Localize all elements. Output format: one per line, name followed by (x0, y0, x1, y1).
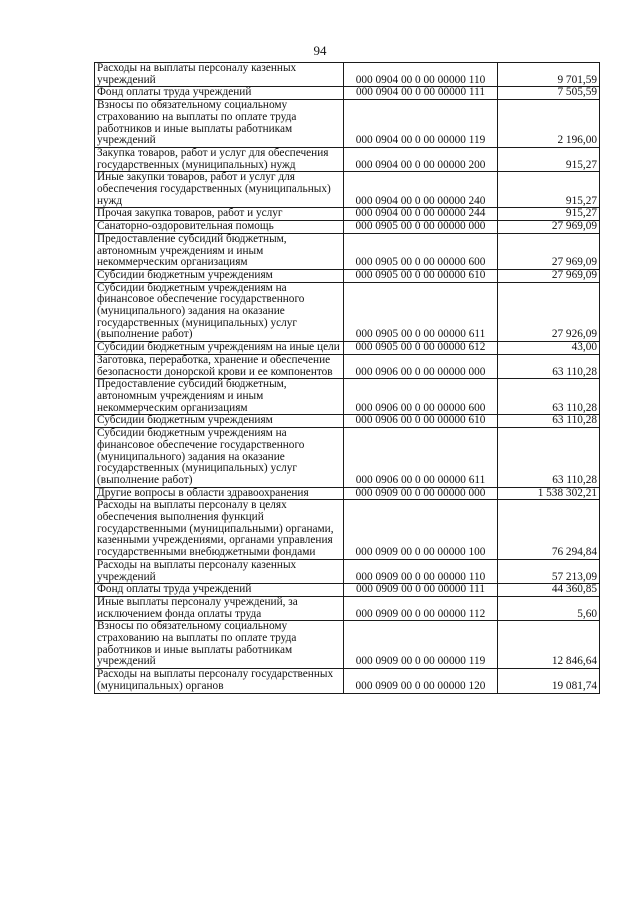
expense-name: Субсидии бюджетным учреждениям на финансовое обеспечение государственного (муниципального) задания на оказание государственных (муниципальных) услуг (выполнение работ) (95, 282, 344, 342)
table-row (95, 269, 600, 282)
amount: 27 969,09 (498, 233, 600, 269)
table-row (95, 342, 600, 355)
amount: 63 110,28 (498, 354, 600, 378)
budget-table-body (95, 63, 600, 694)
table-row (95, 63, 600, 87)
budget-code: 000 0904 00 0 00 00000 200 (344, 147, 498, 171)
expense-name: Расходы на выплаты персоналу казенных учреждений (95, 559, 344, 583)
budget-code: 000 0904 00 0 00 00000 244 (344, 208, 498, 221)
budget-code: 000 0906 00 0 00 00000 600 (344, 379, 498, 415)
table-row (95, 172, 600, 208)
table-row (95, 500, 600, 560)
table-row (95, 147, 600, 171)
budget-code: 000 0909 00 0 00 00000 120 (344, 669, 498, 693)
expense-name: Субсидии бюджетным учреждениям (95, 415, 344, 428)
amount: 12 846,64 (498, 621, 600, 669)
budget-code: 000 0904 00 0 00 00000 111 (344, 87, 498, 100)
table-row (95, 428, 600, 488)
table-row (95, 233, 600, 269)
expense-name: Заготовка, переработка, хранение и обеспечение безопасности донорской крови и ее компонентов (95, 354, 344, 378)
amount: 27 969,09 (498, 269, 600, 282)
budget-code: 000 0909 00 0 00 00000 110 (344, 559, 498, 583)
table-row (95, 100, 600, 148)
amount: 1 538 302,21 (498, 487, 600, 500)
table-row (95, 596, 600, 620)
table-row (95, 559, 600, 583)
amount: 7 505,59 (498, 87, 600, 100)
page-number: 94 (313, 43, 327, 58)
table-row (95, 87, 600, 100)
expense-name: Иные выплаты персоналу учреждений, за исключением фонда оплаты труда (95, 596, 344, 620)
budget-code: 000 0904 00 0 00 00000 110 (344, 63, 498, 87)
table-row (95, 415, 600, 428)
expense-name: Взносы по обязательному социальному страхованию на выплаты по оплате труда работников и иные выплаты работникам учреждений (95, 621, 344, 669)
expense-name: Расходы на выплаты персоналу государственных (муниципальных) органов (95, 669, 344, 693)
budget-code: 000 0909 00 0 00 00000 000 (344, 487, 498, 500)
amount: 63 110,28 (498, 415, 600, 428)
amount: 44 360,85 (498, 584, 600, 597)
budget-code: 000 0904 00 0 00 00000 240 (344, 172, 498, 208)
budget-code: 000 0905 00 0 00 00000 610 (344, 269, 498, 282)
table-row (95, 379, 600, 415)
expense-name: Фонд оплаты труда учреждений (95, 87, 344, 100)
amount: 43,00 (498, 342, 600, 355)
budget-code: 000 0905 00 0 00 00000 600 (344, 233, 498, 269)
expense-name: Расходы на выплаты персоналу казенных учреждений (95, 63, 344, 87)
budget-code: 000 0904 00 0 00 00000 119 (344, 100, 498, 148)
amount: 57 213,09 (498, 559, 600, 583)
table-row (95, 282, 600, 342)
expense-name: Прочая закупка товаров, работ и услуг (95, 208, 344, 221)
expense-name: Иные закупки товаров, работ и услуг для обеспечения государственных (муниципальных) нужд (95, 172, 344, 208)
amount: 63 110,28 (498, 428, 600, 488)
table-row (95, 487, 600, 500)
amount: 63 110,28 (498, 379, 600, 415)
expense-name: Закупка товаров, работ и услуг для обеспечения государственных (муниципальных) нужд (95, 147, 344, 171)
table-row (95, 221, 600, 234)
table-row (95, 354, 600, 378)
budget-code: 000 0909 00 0 00 00000 112 (344, 596, 498, 620)
table-row (95, 621, 600, 669)
table-row (95, 208, 600, 221)
expense-name: Предоставление субсидий бюджетным, автономным учреждениям и иным некоммерческим организациям (95, 233, 344, 269)
expense-name: Расходы на выплаты персоналу в целях обеспечения выполнения функций государственными (муниципальными) органами, казенными учреждениями, органами управления государственными внебюджетными фондами (95, 500, 344, 560)
expense-name: Субсидии бюджетным учреждениям на иные цели (95, 342, 344, 355)
amount: 915,27 (498, 147, 600, 171)
amount: 9 701,59 (498, 63, 600, 87)
budget-table (94, 62, 600, 694)
amount: 27 926,09 (498, 282, 600, 342)
amount: 27 969,09 (498, 221, 600, 234)
budget-code: 000 0909 00 0 00 00000 111 (344, 584, 498, 597)
budget-code: 000 0909 00 0 00 00000 100 (344, 500, 498, 560)
amount: 76 294,84 (498, 500, 600, 560)
expense-name: Взносы по обязательному социальному страхованию на выплаты по оплате труда работников и иные выплаты работникам учреждений (95, 100, 344, 148)
expense-name: Субсидии бюджетным учреждениям на финансовое обеспечение государственного (муниципального) задания на оказание государственных (муниципальных) услуг (выполнение работ) (95, 428, 344, 488)
budget-code: 000 0905 00 0 00 00000 612 (344, 342, 498, 355)
table-row (95, 669, 600, 693)
expense-name: Субсидии бюджетным учреждениям (95, 269, 344, 282)
amount: 915,27 (498, 172, 600, 208)
budget-code: 000 0909 00 0 00 00000 119 (344, 621, 498, 669)
budget-code: 000 0905 00 0 00 00000 000 (344, 221, 498, 234)
expense-name: Фонд оплаты труда учреждений (95, 584, 344, 597)
budget-code: 000 0906 00 0 00 00000 610 (344, 415, 498, 428)
amount: 2 196,00 (498, 100, 600, 148)
budget-code: 000 0906 00 0 00 00000 000 (344, 354, 498, 378)
amount: 5,60 (498, 596, 600, 620)
expense-name: Санаторно-оздоровительная помощь (95, 221, 344, 234)
expense-name: Предоставление субсидий бюджетным, автономным учреждениям и иным некоммерческим организациям (95, 379, 344, 415)
amount: 19 081,74 (498, 669, 600, 693)
budget-code: 000 0905 00 0 00 00000 611 (344, 282, 498, 342)
budget-code: 000 0906 00 0 00 00000 611 (344, 428, 498, 488)
amount: 915,27 (498, 208, 600, 221)
table-row (95, 584, 600, 597)
expense-name: Другие вопросы в области здравоохранения (95, 487, 344, 500)
